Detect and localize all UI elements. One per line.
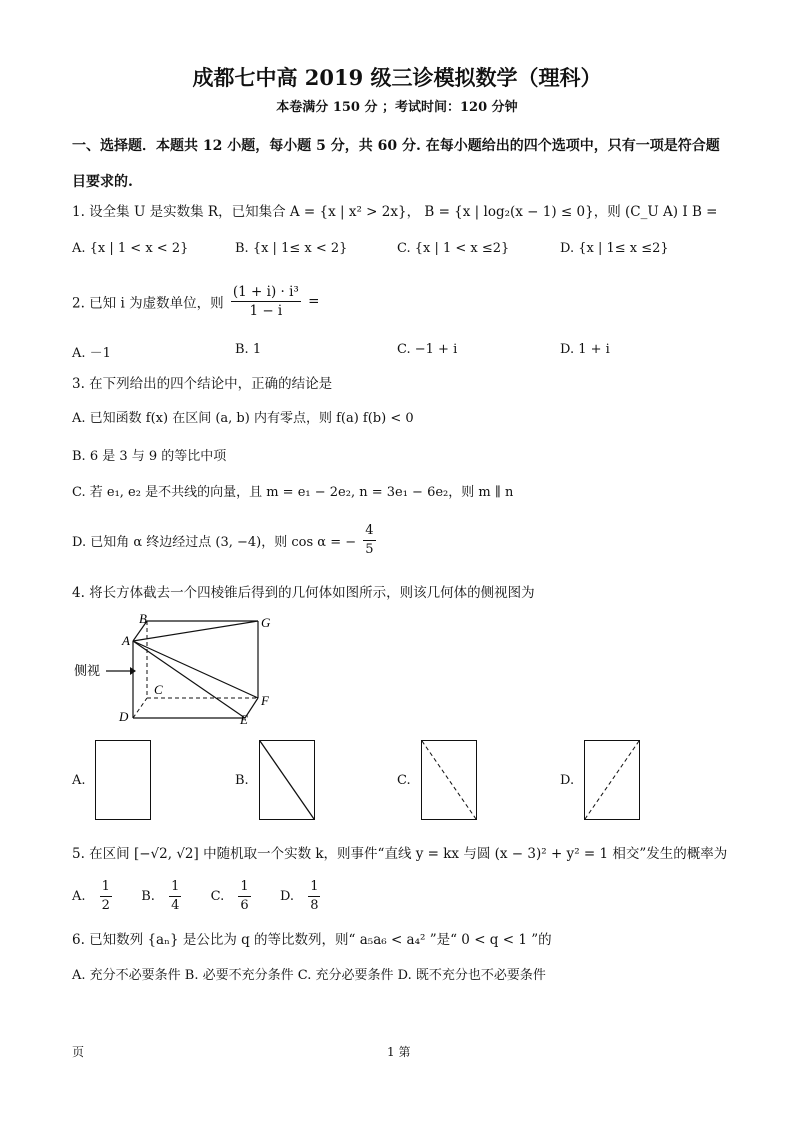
edge-ae (133, 641, 245, 718)
q3-option-d-prefix: D. 已知角 α 终边经过点 (3, −4)，则 cos α = − (72, 535, 357, 550)
q5-c-num: 1 (238, 878, 250, 897)
page-number: 1 第 (387, 1045, 411, 1059)
q4-option-c-label: C. (397, 773, 411, 788)
question-2-stem (72, 283, 319, 320)
q2-suffix: = (308, 293, 320, 310)
q1-option-b: B. {x | 1≤ x < 2} (235, 241, 348, 256)
q4-option-d-label: D. (560, 773, 575, 788)
q5-option-b-fraction (169, 878, 181, 915)
question-4-stem: 4. 将长方体截去一个四棱锥后得到的几何体如图所示，则该几何体的侧视图为 (72, 585, 535, 601)
q4-option-b-figure (259, 740, 315, 820)
edge-dc-hidden (133, 698, 147, 718)
q5-option-d-fraction (308, 878, 320, 915)
q3-d-denominator: 5 (365, 542, 374, 557)
vertex-label-b: B (139, 611, 147, 626)
q3-option-a: A. 已知函数 f(x) 在区间 (a, b) 内有零点，则 f(a) f(b) < 0 (72, 411, 414, 426)
q4-b-diagonal (260, 741, 314, 819)
vertex-label-e: E (240, 712, 248, 727)
q4-option-b-label: B. (235, 773, 249, 788)
q4-option-d-figure (584, 740, 640, 820)
vertex-label-g: G (261, 615, 271, 630)
q3-option-d-fraction (363, 522, 375, 559)
q3-option-c: C. 若 e₁, e₂ 是不共线的向量，且 m = e₁ − 2e₂, n = 3e₁ − 6e₂，则 m ∥ n (72, 485, 514, 500)
question-5-stem: 5. 在区间 [−√2, √2] 中随机取一个实数 k，则事件“直线 y = kx 与圆 (x − 3)² + y² = 1 相交”发生的概率为 (72, 846, 728, 862)
q2-option-c: C. −1 + i (397, 342, 458, 357)
q2-option-b: B. 1 (235, 342, 262, 357)
q3-option-d (72, 522, 379, 559)
q2-option-d: D. 1 + i (560, 342, 610, 357)
q5-c-den: 6 (240, 898, 249, 913)
footer-left: 页 (72, 1045, 85, 1059)
q5-option-d-label: D. (279, 889, 295, 904)
q1-option-d: D. {x | 1≤ x ≤2} (560, 241, 669, 256)
q5-a-num: 1 (100, 878, 112, 897)
q5-option-b-label: B. (141, 889, 155, 904)
q5-options (72, 878, 323, 915)
q2-prefix: 2. 已知 i 为虚数单位，则 (72, 295, 224, 312)
page-title: 成都七中高 2019 级三诊模拟数学（理科） (192, 65, 602, 90)
q1-option-c: C. {x | 1 < x ≤2} (397, 241, 510, 256)
q4-option-a-figure (95, 740, 151, 820)
q4-c-dashed-diagonal (422, 741, 476, 819)
q4-d-dashed-diagonal (585, 741, 639, 819)
q4-option-c-figure (421, 740, 477, 820)
q1-option-a: A. {x | 1 < x < 2} (72, 241, 189, 256)
q2-fraction-denominator: 1 − i (249, 303, 283, 319)
q5-option-a-fraction (100, 878, 112, 915)
q4-option-a-label: A. (72, 773, 86, 788)
q3-option-b: B. 6 是 3 与 9 的等比中项 (72, 449, 227, 464)
question-1-stem: 1. 设全集 U 是实数集 R，已知集合 A = {x | x² > 2x}， B = {x | log₂(x − 1) ≤ 0}，则 (C_U A) I B = (72, 204, 718, 220)
q2-fraction-numerator: (1 + i) · i³ (232, 284, 299, 300)
edge-ag (133, 621, 258, 641)
edge-af (133, 641, 258, 698)
question-6-stem: 6. 已知数列 {aₙ} 是公比为 q 的等比数列，则“ a₅a₆ < a₄² ”是“ 0 < q < 1 ”的 (72, 932, 552, 948)
cuboid-figure (72, 608, 292, 728)
q5-option-a-label: A. (72, 889, 86, 904)
q5-d-num: 1 (308, 878, 320, 897)
exam-info: 本卷满分 150 分 ；考试时间：120 分钟 (276, 100, 518, 115)
question-3-stem: 3. 在下列给出的四个结论中，正确的结论是 (72, 376, 333, 392)
q3-d-numerator: 4 (363, 522, 375, 541)
q5-option-c-fraction (238, 878, 250, 915)
q2-option-a: A. －1 (72, 346, 111, 361)
vertex-label-a: A (122, 633, 130, 648)
q5-d-den: 8 (310, 898, 319, 913)
q5-a-den: 2 (101, 898, 110, 913)
q5-b-den: 4 (171, 898, 180, 913)
vertex-label-c: C (154, 682, 163, 697)
vertex-label-f: F (261, 693, 269, 708)
q5-option-c-label: C. (210, 889, 225, 904)
section-heading: 一、选择题．本题共 12 小题，每小题 5 分，共 60 分. 在每小题给出的四个选项中，只有一项是符合题目要求的. (72, 138, 720, 190)
q2-fraction (231, 283, 301, 320)
side-view-label: 侧视 (74, 663, 101, 678)
q6-options: A. 充分不必要条件 B. 必要不充分条件 C. 充分必要条件 D. 既不充分也不必要条件 (72, 968, 546, 983)
q5-b-num: 1 (169, 878, 181, 897)
vertex-label-d: D (119, 709, 129, 724)
